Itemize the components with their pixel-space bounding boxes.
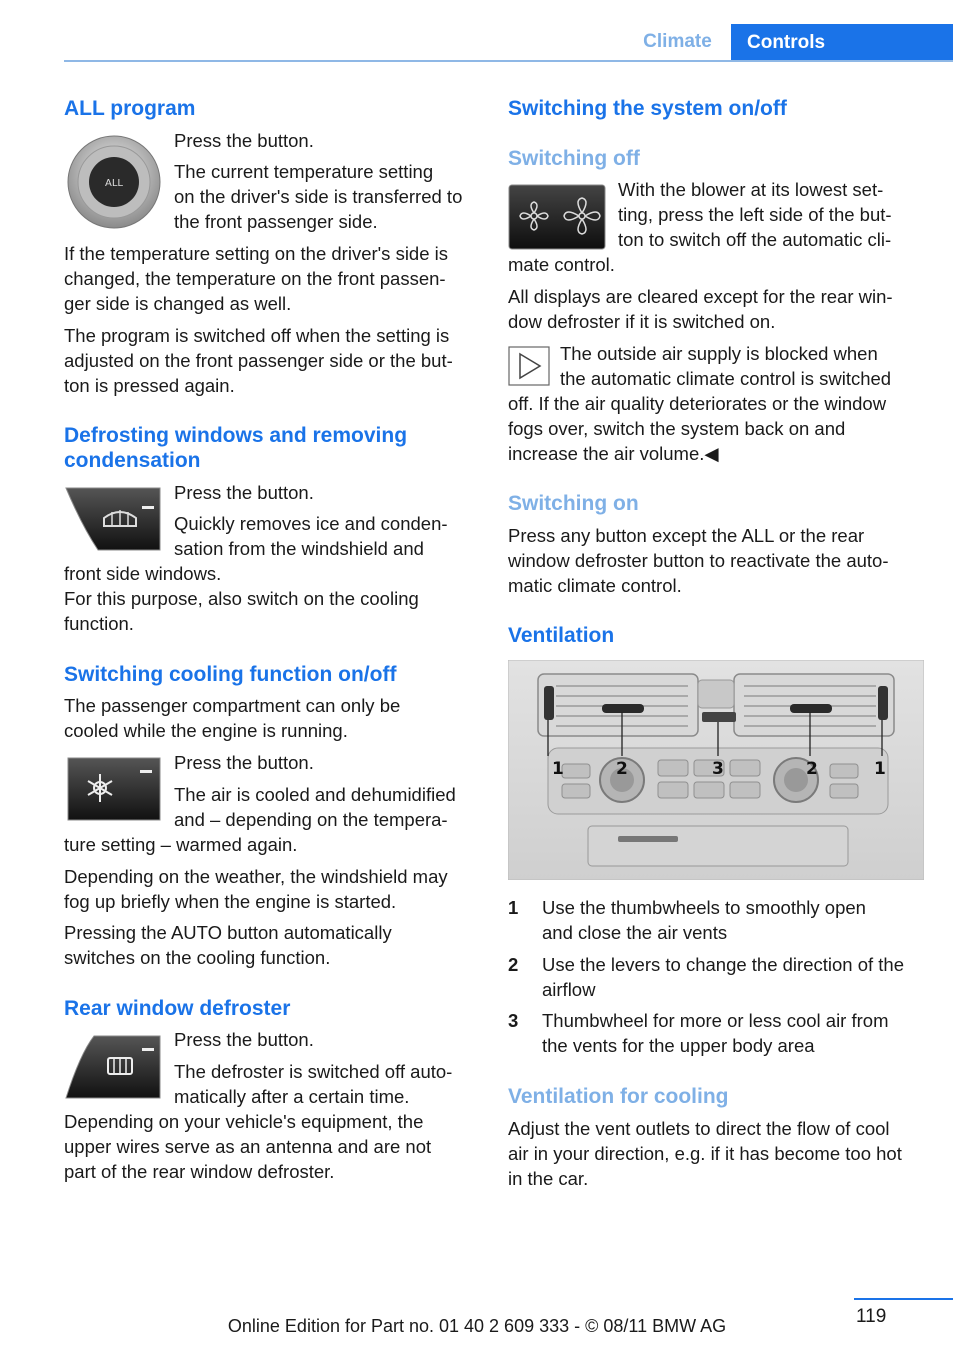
all-p1: Press the button.	[174, 130, 314, 151]
vent-item-2-number: 2	[508, 954, 519, 975]
cool-pc: in the car.	[508, 1168, 589, 1189]
off-p2b: dow defroster if it is switched on.	[508, 311, 776, 332]
note-e: increase the air volume.◀	[508, 443, 719, 464]
header-rule	[64, 60, 953, 62]
cooling-p4a: Depending on the weather, the windshield may	[64, 866, 448, 887]
vent-item-2-b: airflow	[542, 979, 596, 1000]
defrost-p2a: Quickly removes ice and conden-	[174, 513, 448, 534]
callout-2-left: 2	[616, 759, 628, 779]
off-p2a: All displays are cleared except for the rear win-	[508, 286, 893, 307]
off-p1a: With the blower at its lowest set-	[618, 179, 884, 200]
rear-p3a: Depending on your vehicle's equipment, the	[64, 1111, 424, 1132]
all-button-icon	[66, 134, 162, 230]
vent-item-3-b: the vents for the upper body area	[542, 1035, 815, 1056]
defrost-p3b: function.	[64, 613, 134, 634]
rear-p3c: part of the rear window defroster.	[64, 1161, 335, 1182]
rear-heading: Rear window defroster	[64, 997, 291, 1020]
cooling-heading: Switching cooling function on/off	[64, 663, 397, 686]
ventilation-cooling-heading: Ventilation for cooling	[508, 1085, 729, 1108]
rear-p2a: The defroster is switched off auto-	[174, 1061, 453, 1082]
vent-item-3-number: 3	[508, 1010, 519, 1031]
on-pc: matic climate control.	[508, 575, 682, 596]
system-heading: Switching the system on/off	[508, 97, 787, 120]
vent-item-1-a: Use the thumbwheels to smoothly open	[542, 897, 866, 918]
note-play-icon	[508, 346, 550, 386]
defrost-heading-2: condensation	[64, 449, 201, 472]
vent-item-1-number: 1	[508, 897, 519, 918]
note-b: the automatic climate control is switched	[560, 368, 892, 389]
note-d: fogs over, switch the system back on and	[508, 418, 846, 439]
note-a: The outside air supply is blocked when	[560, 343, 878, 364]
vent-item-3-a: Thumbwheel for more or less cool air from	[542, 1010, 889, 1031]
cooling-p5b: switches on the cooling function.	[64, 947, 331, 968]
all-p2a: The current temperature setting	[174, 161, 434, 182]
defrost-p2c: front side windows.	[64, 563, 222, 584]
callout-3: 3	[712, 759, 724, 779]
all-p3a: If the temperature setting on the driver's side is	[64, 243, 449, 264]
ventilation-heading: Ventilation	[508, 624, 615, 647]
off-p1c: ton to switch off the automatic cli-	[618, 229, 892, 250]
footer-edition: Online Edition for Part no. 01 40 2 609 333 - © 08/11 BMW AG	[227, 1316, 727, 1336]
cooling-p1a: The passenger compartment can only be	[64, 695, 401, 716]
on-pb: window defroster button to reactivate the auto-	[508, 550, 889, 571]
defrost-heading-1: Defrosting windows and removing	[64, 424, 408, 447]
cooling-p1b: cooled while the engine is running.	[64, 720, 348, 741]
cooling-p5a: Pressing the AUTO button automatically	[64, 922, 392, 943]
all-p3c: ger side is changed as well.	[64, 293, 292, 314]
defrost-p3a: For this purpose, also switch on the cooling	[64, 588, 419, 609]
header-chapter: Controls	[731, 24, 953, 61]
rear-p3b: upper wires serve as an antenna and are not	[64, 1136, 432, 1157]
on-pa: Press any button except the ALL or the rear	[508, 525, 865, 546]
defrost-p1: Press the button.	[174, 482, 314, 503]
vent-item-2-a: Use the levers to change the direction of the	[542, 954, 904, 975]
all-p2b: on the driver's side is transferred to	[174, 186, 463, 207]
header-section: Climate	[643, 31, 712, 52]
page-number: 119	[856, 1306, 887, 1327]
cooling-p3b: and – depending on the tempera-	[174, 809, 448, 830]
callout-1-right: 1	[874, 759, 886, 779]
all-p4b: adjusted on the front passenger side or the but-	[64, 350, 453, 371]
cooling-p3c: ture setting – warmed again.	[64, 834, 298, 855]
blower-button-icon	[508, 184, 606, 250]
dashboard-vents-illustration	[508, 660, 924, 880]
all-icon-label: ALL	[105, 178, 123, 189]
vent-item-1-b: and close the air vents	[542, 922, 728, 943]
page-number-rule	[854, 1298, 953, 1300]
all-p4a: The program is switched off when the setting is	[64, 325, 450, 346]
defrost-p2b: sation from the windshield and	[174, 538, 424, 559]
windshield-defrost-icon	[64, 486, 162, 552]
rear-p1: Press the button.	[174, 1029, 314, 1050]
note-c: off. If the air quality deteriorates or the window	[508, 393, 887, 414]
cooling-p4b: fog up briefly when the engine is started.	[64, 891, 397, 912]
off-p1b: ting, press the left side of the but-	[618, 204, 892, 225]
callout-2-right: 2	[806, 759, 818, 779]
cool-pb: air in your direction, e.g. if it has become too hot	[508, 1143, 902, 1164]
rear-p2b: matically after a certain time.	[174, 1086, 410, 1107]
all-p4c: ton is pressed again.	[64, 375, 235, 396]
switching-on-heading: Switching on	[508, 492, 639, 515]
all-program-heading: ALL program	[64, 97, 196, 120]
cooling-p3a: The air is cooled and dehumidified	[174, 784, 456, 805]
ac-snowflake-icon	[66, 756, 162, 822]
cool-pa: Adjust the vent outlets to direct the flow of cool	[508, 1118, 890, 1139]
callout-1-left: 1	[552, 759, 564, 779]
switching-off-heading: Switching off	[508, 147, 640, 170]
all-p2c: the front passenger side.	[174, 211, 378, 232]
rear-defroster-icon	[64, 1034, 162, 1100]
all-p3b: changed, the temperature on the front passen-	[64, 268, 446, 289]
cooling-p2: Press the button.	[174, 752, 314, 773]
off-p1d: mate control.	[508, 254, 615, 275]
